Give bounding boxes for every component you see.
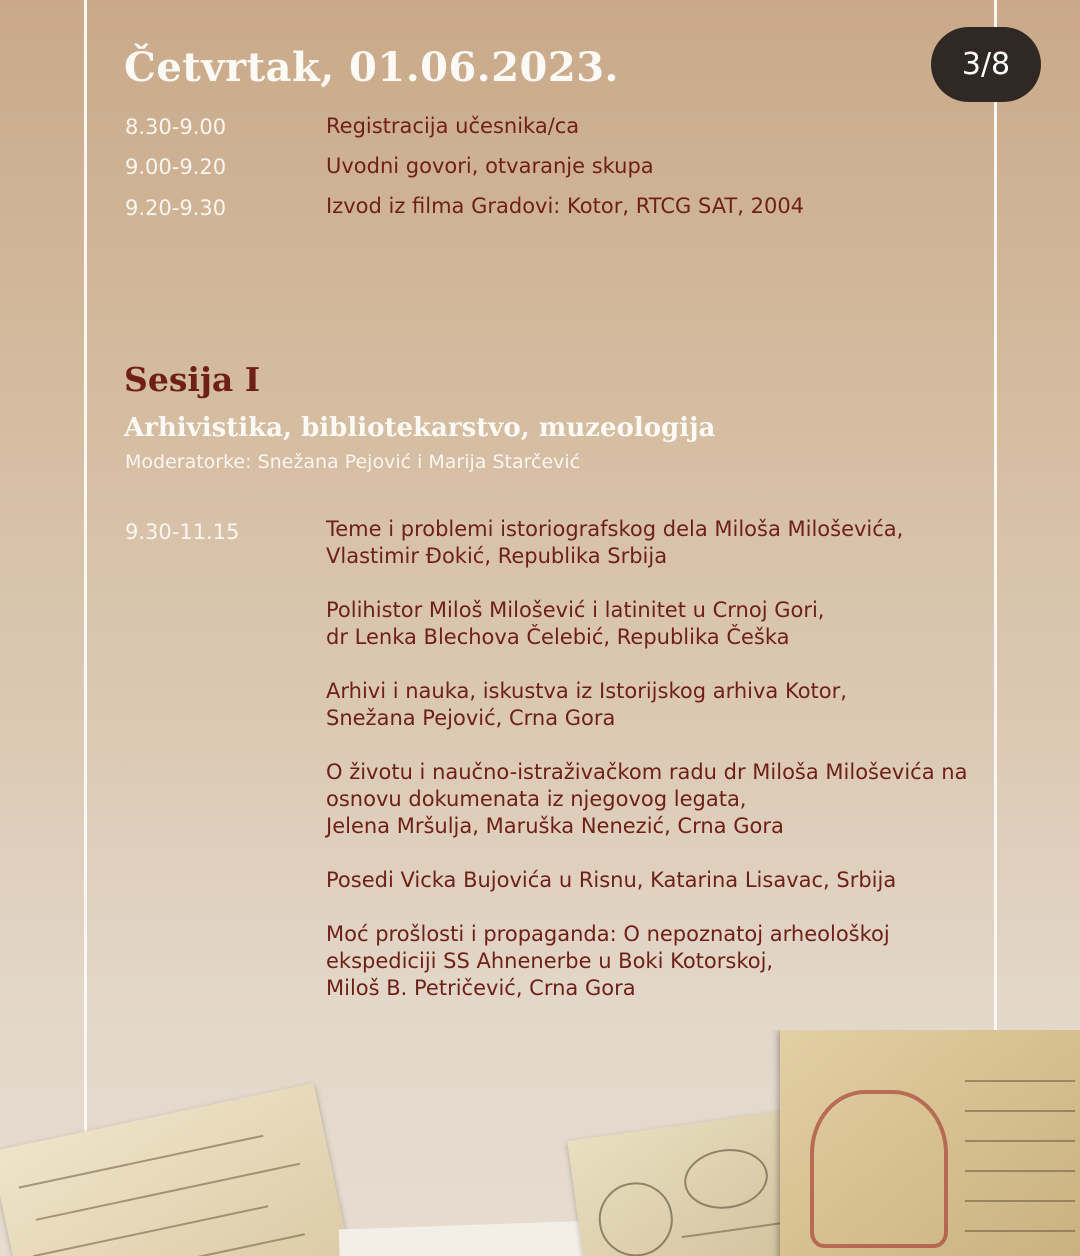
schedule-desc: Uvodni govori, otvaranje skupa <box>326 154 654 178</box>
schedule-desc: Izvod iz filma Gradovi: Kotor, RTCG SAT, 2004 <box>326 194 805 218</box>
handwritten-letter-image <box>0 1083 359 1256</box>
stamped-document-image <box>567 1111 809 1256</box>
talk-item <box>326 678 847 732</box>
right-frame-line <box>994 0 997 1045</box>
slide-counter-badge: 3/8 <box>931 27 1041 102</box>
talk-item <box>326 921 890 1002</box>
talk-item <box>326 516 903 570</box>
talk-line: ekspediciji SS Ahnenerbe u Boki Kotorskoj, <box>326 949 774 973</box>
talk-line: Posedi Vicka Bujovića u Risnu, Katarina Lisavac, Srbija <box>326 868 897 892</box>
left-frame-line <box>84 0 87 1160</box>
talk-line: Jelena Mršulja, Maruška Nenezić, Crna Gora <box>326 814 784 838</box>
schedule-time: 8.30-9.00 <box>125 115 227 139</box>
illuminated-manuscript-image <box>780 1030 1080 1256</box>
talk-line: Teme i problemi istoriografskog dela Miloša Miloševića, <box>326 517 904 541</box>
talk-line: Moć prošlosti i propaganda: O nepoznatoj arheološkoj <box>326 922 890 946</box>
talk-line: Arhivi i nauka, iskustva iz Istorijskog arhiva Kotor, <box>326 679 847 703</box>
talk-line: dr Lenka Blechova Čelebić, Republika Češka <box>326 625 790 649</box>
talk-line: Miloš B. Petričević, Crna Gora <box>326 976 636 1000</box>
talk-line: Polihistor Miloš Milošević i latinitet u Crnoj Gori, <box>326 598 825 622</box>
session-moderators: Moderatorke: Snežana Pejović i Marija Starčević <box>125 451 581 473</box>
manuscripts-illustration <box>0 1030 1080 1256</box>
talk-item <box>326 867 896 894</box>
talk-line: O životu i naučno-istraživačkom radu dr Miloša Miloševića na <box>326 760 968 784</box>
session-title: Sesija I <box>124 360 261 399</box>
talk-line: Vlastimir Đokić, Republika Srbija <box>326 544 668 568</box>
schedule-time: 9.20-9.30 <box>125 196 227 220</box>
session-time: 9.30-11.15 <box>125 520 240 544</box>
talk-item <box>326 597 824 651</box>
day-title: Četvrtak, 01.06.2023. <box>124 44 619 91</box>
talk-line: osnovu dokumenata iz njegovog legata, <box>326 787 747 811</box>
session-subtitle: Arhivistika, bibliotekarstvo, muzeologija <box>124 413 716 443</box>
schedule-time: 9.00-9.20 <box>125 155 227 179</box>
talk-item <box>326 759 967 840</box>
schedule-desc: Registracija učesnika/ca <box>326 114 580 138</box>
paper-sheet-image <box>339 1220 602 1256</box>
talk-line: Snežana Pejović, Crna Gora <box>326 706 616 730</box>
